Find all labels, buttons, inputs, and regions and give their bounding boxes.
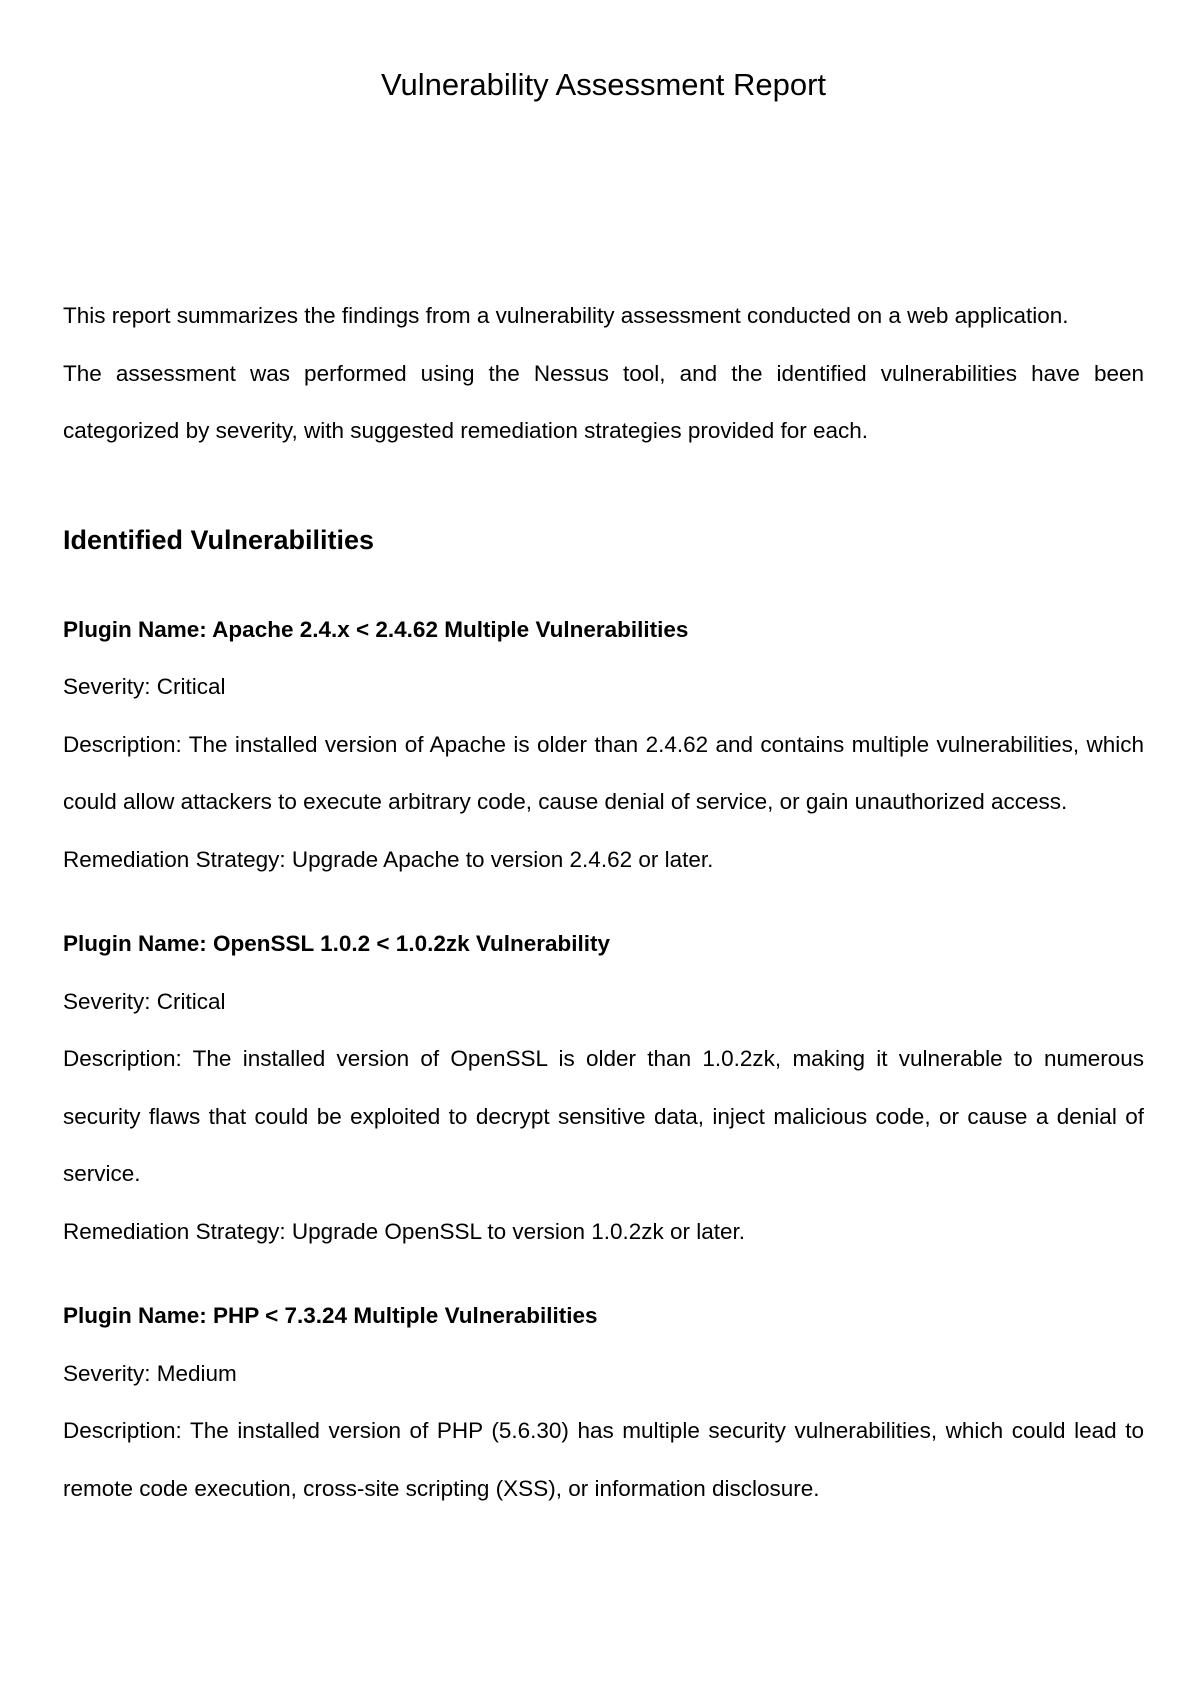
- plugin-name: Plugin Name: OpenSSL 1.0.2 < 1.0.2zk Vulnerability: [63, 931, 611, 956]
- document-title: Vulnerability Assessment Report: [380, 67, 827, 102]
- vulnerability-entry: [63, 1287, 1144, 1517]
- vulnerability-entry: [63, 601, 1144, 889]
- severity-label: Severity: Medium: [63, 1360, 237, 1386]
- remediation-text: Remediation Strategy: Upgrade OpenSSL to version 1.0.2zk or later.: [63, 1218, 746, 1244]
- section-heading: Identified Vulnerabilities: [63, 524, 375, 555]
- plugin-name: Plugin Name: PHP < 7.3.24 Multiple Vulnerabilities: [63, 1303, 598, 1328]
- severity-label: Severity: Critical: [63, 674, 226, 699]
- vulnerability-entry: [63, 915, 1144, 1260]
- description-text: Description: The installed version of OpenSSL is older than 1.0.2zk, making it vulnerable to numerous security flaws that could be exploited to decrypt sensitive data, inject malicious code, or cause a denial of service.: [63, 1046, 1144, 1186]
- intro-section: [63, 287, 1144, 460]
- intro-paragraph: The assessment was performed using the Nessus tool, and the identified vulnerabilities have been categorized by severity, with suggested remediation strategies provided for each.: [63, 360, 1144, 443]
- severity-label: Severity: Critical: [63, 988, 226, 1014]
- description-text: Description: The installed version of PHP (5.6.30) has multiple security vulnerabilities, which could lead to remote code execution, cross-site scripting (XSS), or information disclosure.: [63, 1418, 1144, 1501]
- intro-paragraph: This report summarizes the findings from a vulnerability assessment conducted on a web application.: [63, 303, 1069, 328]
- plugin-name: Plugin Name: Apache 2.4.x < 2.4.62 Multiple Vulnerabilities: [63, 616, 689, 642]
- description-text: Description: The installed version of Apache is older than 2.4.62 and contains multiple vulnerabilities, which could allow attackers to execute arbitrary code, cause denial of service, or gain unauthorized access.: [63, 731, 1144, 814]
- remediation-text: Remediation Strategy: Upgrade Apache to version 2.4.62 or later.: [63, 846, 714, 872]
